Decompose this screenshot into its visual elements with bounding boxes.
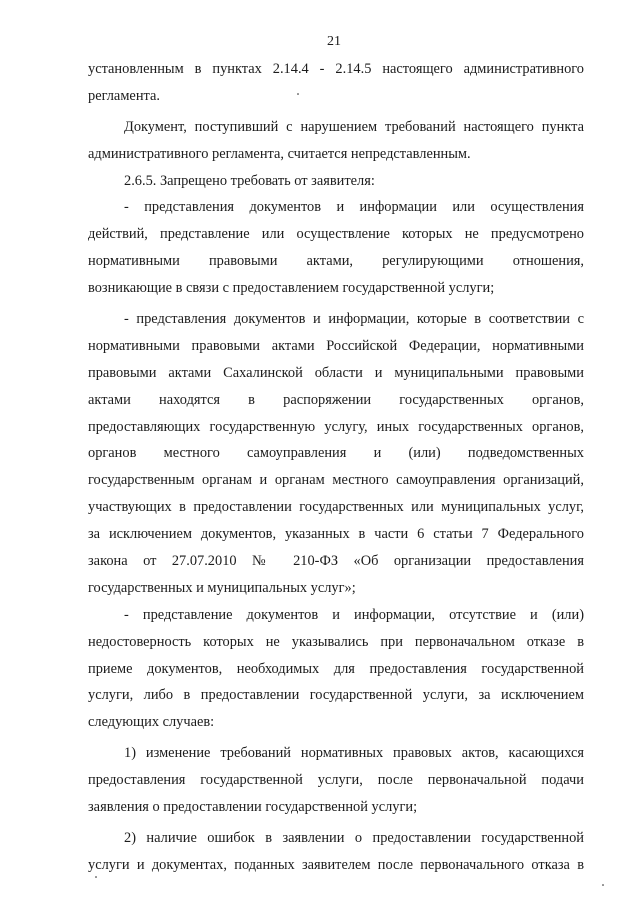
scan-speck	[297, 93, 299, 95]
text-line: нормативными правовыми актами, регулирующими отношения,	[88, 253, 584, 270]
text-line: возникающие в связи с предоставлением государственной услуги;	[88, 280, 495, 297]
text-line: установленным в пунктах 2.14.4 - 2.14.5 настоящего административного	[88, 61, 584, 77]
text-line: предоставления государственной услуги, после первоначальной подачи	[88, 772, 584, 789]
text-line: - представления документов и информации или осуществления	[124, 199, 584, 216]
text-line: недостоверность которых не указывались при первоначальном отказе в	[88, 633, 584, 650]
text-line: правовыми актами Сахалинской области и муниципальными правовыми	[88, 364, 584, 381]
text-line: государственным органам и органам местного самоуправления организаций,	[88, 472, 584, 489]
text-line: административного регламента, считается непредставленным.	[88, 145, 471, 162]
text-line: регламента.	[88, 87, 160, 104]
document-body	[88, 56, 584, 879]
text-line: услуги и документах, поданных заявителем после первоначального отказа в	[88, 856, 584, 873]
text-line: - представление документов и информации, отсутствие и (или)	[124, 606, 584, 623]
text-line: 2.6.5. Запрещено требовать от заявителя:	[124, 172, 375, 189]
text-line: органов местного самоуправления и (или) подведомственных	[88, 445, 584, 462]
text-line: Документ, поступивший с нарушением требований настоящего пункта	[124, 118, 584, 135]
page-number: 21	[327, 34, 341, 49]
scan-speck	[602, 884, 604, 886]
scan-speck	[95, 876, 97, 878]
text-line: актами находятся в распоряжении государственных органов,	[88, 391, 584, 408]
text-line: 1) изменение требований нормативных правовых актов, касающихся	[124, 745, 584, 762]
text-line: - представления документов и информации, которые в соответствии с	[124, 311, 584, 328]
text-line: нормативными правовыми актами Российской Федерации, нормативными	[88, 337, 584, 354]
text-line: за исключением документов, указанных в части 6 статьи 7 Федерального	[88, 526, 584, 543]
text-line: предоставляющих государственную услугу, иных государственных органов,	[88, 418, 584, 435]
text-line: услуги, либо в предоставлении государственной услуги, за исключением	[88, 687, 584, 704]
text-line: закона от 27.07.2010 № 210-ФЗ «Об организации предоставления	[88, 553, 584, 570]
text-line: государственных и муниципальных услуг»;	[88, 579, 356, 596]
text-line: заявления о предоставлении государственной услуги;	[88, 799, 418, 816]
text-line: 2) наличие ошибок в заявлении о предоставлении государственной	[124, 829, 584, 846]
text-line: следующих случаев:	[88, 714, 215, 731]
text-line: участвующих в предоставлении государственных или муниципальных услуг,	[88, 499, 584, 516]
text-line: приеме документов, необходимых для предоставления государственной	[88, 660, 584, 677]
text-line: действий, представление или осуществление которых не предусмотрено	[88, 226, 584, 243]
